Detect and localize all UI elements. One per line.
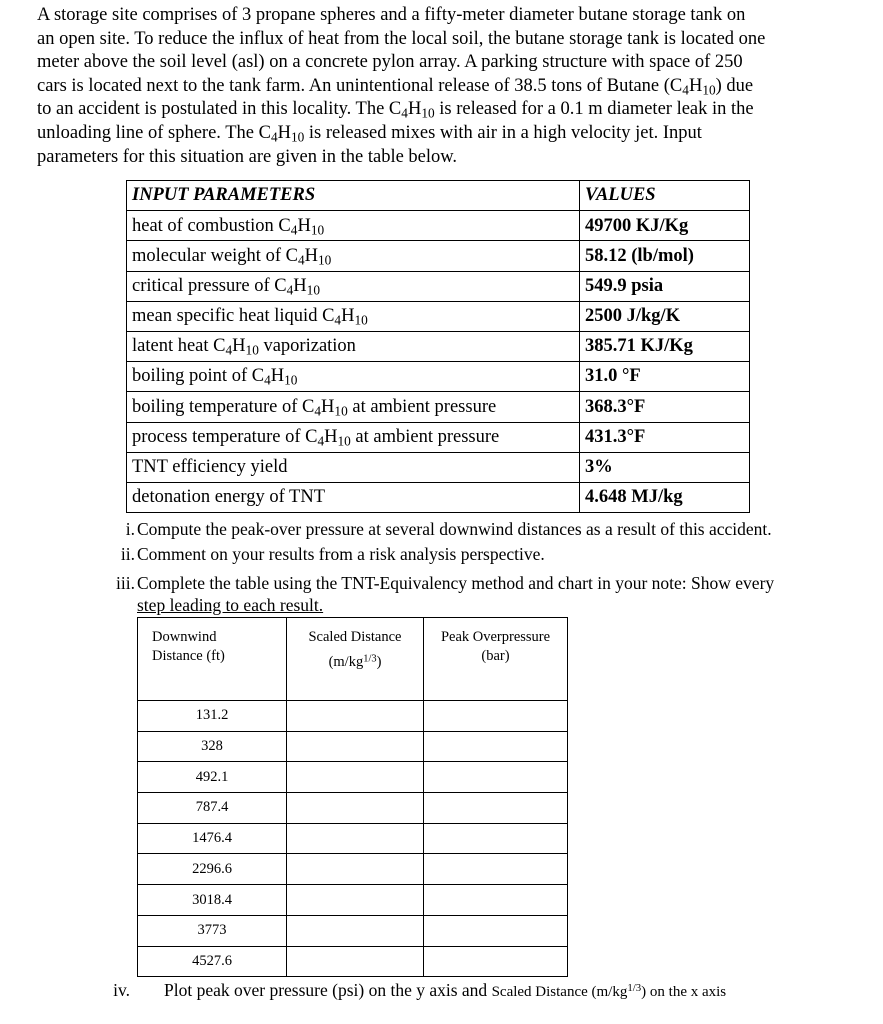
question-number: iv. bbox=[113, 980, 130, 1000]
param-value: 49700 KJ/Kg bbox=[580, 211, 750, 241]
param-name: process temperature of $C_4H_{10}$ at ambient pressure bbox=[127, 422, 580, 452]
scaled-distance-cell[interactable] bbox=[287, 854, 424, 885]
param-value: 549.9 psia bbox=[580, 271, 750, 301]
param-row bbox=[127, 241, 750, 271]
scaled-distance-cell[interactable] bbox=[287, 762, 424, 793]
scaled-distance-cell[interactable] bbox=[287, 731, 424, 762]
param-name: latent heat $C_4H_{10}$ vaporization bbox=[127, 331, 580, 361]
param-row bbox=[127, 452, 750, 482]
param-name: mean specific heat liquid $C_4H_{10}$ bbox=[127, 301, 580, 331]
peak-overpressure-cell[interactable] bbox=[424, 854, 568, 885]
downwind-distance-cell: 787.4 bbox=[138, 793, 287, 824]
downwind-distance-cell: 2296.6 bbox=[138, 854, 287, 885]
table-row bbox=[138, 885, 568, 916]
param-name: critical pressure of $C_4H_{10}$ bbox=[127, 271, 580, 301]
intro-line: parameters for this situation are given in the table below. bbox=[37, 146, 458, 167]
param-row bbox=[127, 392, 750, 422]
param-row bbox=[127, 211, 750, 241]
value-header: VALUES bbox=[580, 181, 750, 211]
param-row bbox=[127, 482, 750, 512]
param-row bbox=[127, 331, 750, 361]
table-row bbox=[138, 793, 568, 824]
downwind-distance-header: Downwind Distance (ft) bbox=[138, 618, 287, 701]
downwind-distance-cell: 131.2 bbox=[138, 701, 287, 732]
scaled-distance-cell[interactable] bbox=[287, 823, 424, 854]
param-value: 4.648 MJ/kg bbox=[580, 482, 750, 512]
param-name: TNT efficiency yield bbox=[127, 452, 580, 482]
scaled-distance-cell[interactable] bbox=[287, 915, 424, 946]
param-row bbox=[127, 362, 750, 392]
intro-line: unloading line of sphere. The $C_4H_{10}$ is released mixes with air in a high velocity jet. Input bbox=[37, 122, 702, 145]
param-name: molecular weight of $C_4H_{10}$ bbox=[127, 241, 580, 271]
peak-overpressure-cell[interactable] bbox=[424, 731, 568, 762]
param-name: boiling temperature of $C_4H_{10}$ at ambient pressure bbox=[127, 392, 580, 422]
peak-overpressure-header: Peak Overpressure (bar) bbox=[424, 618, 568, 701]
param-value: 2500 J/kg/K bbox=[580, 301, 750, 331]
scaled-distance-cell[interactable] bbox=[287, 946, 424, 977]
param-value: 385.71 KJ/Kg bbox=[580, 331, 750, 361]
table-row bbox=[138, 915, 568, 946]
param-value: 58.12 (lb/mol) bbox=[580, 241, 750, 271]
params-header-row bbox=[127, 181, 750, 211]
peak-overpressure-cell[interactable] bbox=[424, 946, 568, 977]
downwind-distance-cell: 328 bbox=[138, 731, 287, 762]
table-row bbox=[138, 731, 568, 762]
question-text: step leading to each result. bbox=[137, 595, 324, 615]
scaled-distance-cell[interactable] bbox=[287, 701, 424, 732]
intro-line: an open site. To reduce the influx of heat from the local soil, the butane storage tank is located one bbox=[37, 28, 766, 49]
param-row bbox=[127, 422, 750, 452]
scaled-distance-header: Scaled Distance $(m/kg^{1/3})$ bbox=[287, 618, 424, 701]
peak-overpressure-cell[interactable] bbox=[424, 762, 568, 793]
question-number: iii. bbox=[116, 573, 135, 593]
param-row bbox=[127, 271, 750, 301]
peak-overpressure-cell[interactable] bbox=[424, 793, 568, 824]
question-text: Complete the table using the TNT-Equivalency method and chart in your note: Show every bbox=[137, 573, 775, 593]
question-text: Plot peak over pressure (psi) on the y axis and Scaled Distance $(m/kg^{1/3})$ on the x axis bbox=[164, 980, 727, 1000]
downwind-distance-cell: 4527.6 bbox=[138, 946, 287, 977]
param-value: 3% bbox=[580, 452, 750, 482]
peak-overpressure-cell[interactable] bbox=[424, 885, 568, 916]
table-row bbox=[138, 701, 568, 732]
param-header: INPUT PARAMETERS bbox=[127, 181, 580, 211]
param-row bbox=[127, 301, 750, 331]
param-value: 31.0 °F bbox=[580, 362, 750, 392]
param-value: 431.3°F bbox=[580, 422, 750, 452]
peak-overpressure-cell[interactable] bbox=[424, 701, 568, 732]
downwind-distance-cell: 3773 bbox=[138, 915, 287, 946]
intro-line: A storage site comprises of 3 propane spheres and a fifty-meter diameter butane storage tank on bbox=[37, 5, 746, 25]
param-name: heat of combustion $C_4H_{10}$ bbox=[127, 211, 580, 241]
table-row bbox=[138, 854, 568, 885]
scaled-distance-cell[interactable] bbox=[287, 793, 424, 824]
peak-overpressure-cell[interactable] bbox=[424, 915, 568, 946]
question-text: Comment on your results from a risk analysis perspective. bbox=[137, 544, 545, 564]
question-text: Compute the peak-over pressure at several downwind distances as a result of this accident. bbox=[137, 519, 772, 539]
param-name: detonation energy of TNT bbox=[127, 482, 580, 512]
intro-line: to an accident is postulated in this locality. The $C_4H_{10}$ is released for a 0.1 m diameter leak in the bbox=[37, 99, 754, 121]
downwind-distance-cell: 3018.4 bbox=[138, 885, 287, 916]
table-row bbox=[138, 946, 568, 977]
param-value: 368.3°F bbox=[580, 392, 750, 422]
results-header-row bbox=[138, 618, 568, 701]
intro-line: cars is located next to the tank farm. An unintentional release of 38.5 tons of Butane $(C_4H_{10})$ due bbox=[37, 75, 754, 98]
input-parameters-table bbox=[126, 180, 750, 513]
param-name: boiling point of $C_4H_{10}$ bbox=[127, 362, 580, 392]
downwind-distance-cell: 492.1 bbox=[138, 762, 287, 793]
table-row bbox=[138, 823, 568, 854]
question-number: ii. bbox=[120, 544, 135, 564]
scaled-distance-cell[interactable] bbox=[287, 885, 424, 916]
intro-line: meter above the soil level (asl) on a concrete pylon array. A parking structure with space of 250 bbox=[37, 52, 743, 73]
question-number: i. bbox=[125, 519, 135, 539]
peak-overpressure-cell[interactable] bbox=[424, 823, 568, 854]
downwind-distance-cell: 1476.4 bbox=[138, 823, 287, 854]
problem-statement bbox=[37, 4, 829, 169]
table-row bbox=[138, 762, 568, 793]
results-table bbox=[137, 617, 568, 977]
